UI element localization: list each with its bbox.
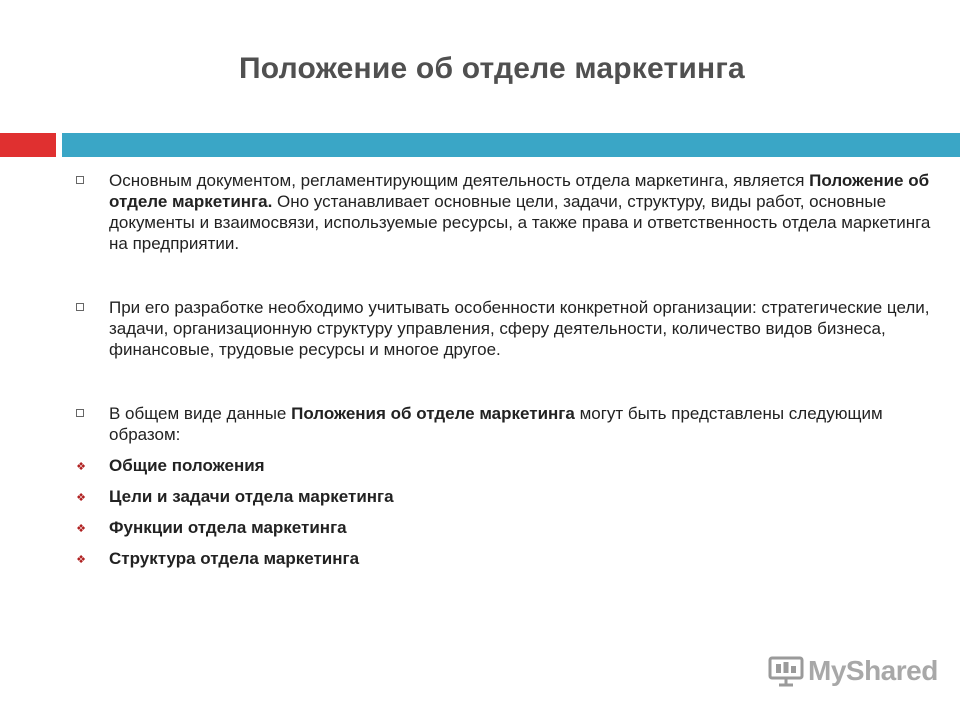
- slide-body: [76, 170, 936, 570]
- list-item: [76, 486, 936, 508]
- watermark-logo: [768, 655, 938, 687]
- presentation-board-icon: [768, 655, 804, 687]
- paragraph-bold-text: Положение об отделе маркетинга.: [109, 171, 930, 211]
- diamond-bullet-icon: ❖: [76, 461, 86, 473]
- square-bullet-icon: [76, 176, 84, 184]
- sections-list: [76, 455, 936, 570]
- list-item: [76, 517, 936, 539]
- paragraph-development: [76, 297, 936, 360]
- list-item-text: Функции отдела маркетинга: [109, 518, 347, 537]
- paragraph-text: Основным документом, регламентирующим деятельность отдела маркетинга, является: [109, 171, 810, 190]
- paragraph-text: могут быть представлены следующим образом:: [109, 404, 883, 444]
- accent-bar-red: [0, 133, 56, 157]
- list-item-text: Общие положения: [109, 456, 265, 475]
- diamond-bullet-icon: ❖: [76, 523, 86, 535]
- list-item-text: Цели и задачи отдела маркетинга: [109, 487, 394, 506]
- square-bullet-icon: [76, 303, 84, 311]
- accent-bar-blue: [62, 133, 960, 157]
- paragraph-text: В общем виде данные: [109, 404, 292, 423]
- diamond-bullet-icon: ❖: [76, 554, 86, 566]
- slide-title: Положение об отделе маркетинга: [239, 52, 745, 85]
- diamond-bullet-icon: ❖: [76, 492, 86, 504]
- list-item: [76, 548, 936, 570]
- paragraph-text: Оно устанавливает основные цели, задачи, структуру, виды работ, основные документы и взаимосвязи, используемые ресурсы, а также права и ответственность отдела маркетинга на предприятии.: [109, 192, 931, 253]
- list-item: [76, 455, 936, 477]
- square-bullet-icon: [76, 409, 84, 417]
- paragraph-text: При его разработке необходимо учитывать особенности конкретной организации: стратегические цели, задачи, организационную структуру управления, сферу деятельности, количество видов бизнеса, финансовые, трудовые ресурсы и многое другое.: [109, 298, 930, 359]
- paragraph-main-document: [76, 170, 936, 254]
- paragraph-bold-text: Положения об отделе маркетинга: [291, 404, 575, 423]
- list-item-text: Структура отдела маркетинга: [109, 549, 360, 568]
- watermark-text: MyShared: [808, 655, 938, 686]
- paragraph-general-view: [76, 403, 936, 445]
